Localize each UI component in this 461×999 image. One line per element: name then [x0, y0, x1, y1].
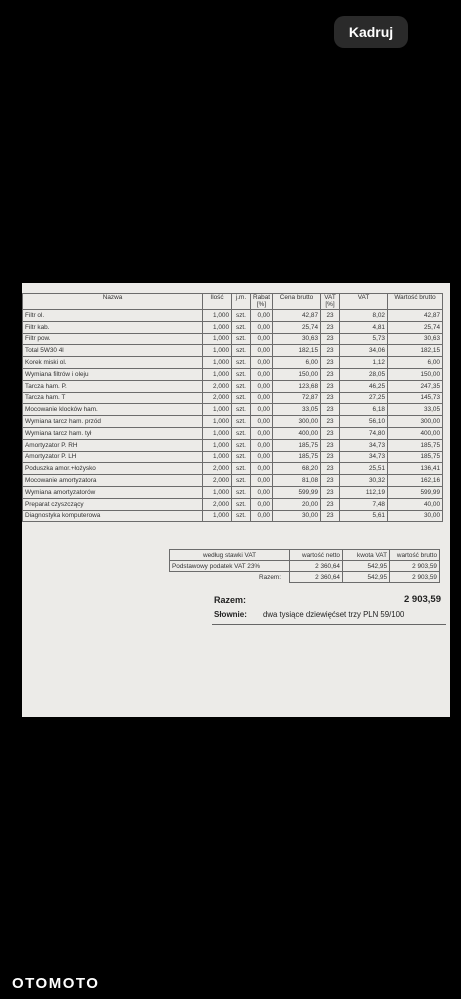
table-row [23, 368, 443, 380]
vat-summary-table [169, 549, 440, 583]
item-name: Poduszka amor.+łożysko [23, 463, 203, 475]
item-vat: 5,61 [340, 510, 388, 522]
item-name: Mocowanie klocków ham. [23, 404, 203, 416]
item-name: Wymiana tarcz ham. tył [23, 427, 203, 439]
item-vat-rate: 23 [321, 333, 340, 345]
item-vat-rate: 23 [321, 404, 340, 416]
item-discount: 0,00 [251, 427, 273, 439]
item-vat-rate: 23 [321, 321, 340, 333]
item-gross: 30,63 [388, 333, 443, 345]
item-vat: 34,06 [340, 345, 388, 357]
vat-column-header: wartość netto [290, 550, 343, 561]
table-row [23, 333, 443, 345]
item-gross: 136,41 [388, 463, 443, 475]
item-unit: szt. [232, 310, 251, 322]
item-vat: 25,51 [340, 463, 388, 475]
item-quantity: 1,000 [203, 451, 232, 463]
item-discount: 0,00 [251, 310, 273, 322]
table-row [23, 475, 443, 487]
item-gross: 247,35 [388, 380, 443, 392]
item-vat-rate: 23 [321, 486, 340, 498]
item-price: 123,68 [273, 380, 321, 392]
vat-total-label: Razem: [258, 573, 281, 581]
item-unit: szt. [232, 357, 251, 369]
table-row [23, 345, 443, 357]
item-unit: szt. [232, 368, 251, 380]
item-vat-rate: 23 [321, 368, 340, 380]
item-price: 42,87 [273, 310, 321, 322]
item-vat: 30,32 [340, 475, 388, 487]
item-gross: 145,73 [388, 392, 443, 404]
column-header: Cena brutto [273, 294, 321, 310]
table-row [23, 380, 443, 392]
item-discount: 0,00 [251, 475, 273, 487]
item-name: Tarcza ham. T [23, 392, 203, 404]
item-discount: 0,00 [251, 451, 273, 463]
vat-header-row [170, 550, 440, 561]
table-row [23, 416, 443, 428]
item-name: Filtr pow. [23, 333, 203, 345]
item-unit: szt. [232, 475, 251, 487]
item-vat-rate: 23 [321, 427, 340, 439]
item-price: 33,05 [273, 404, 321, 416]
item-quantity: 1,000 [203, 404, 232, 416]
item-discount: 0,00 [251, 463, 273, 475]
vat-total-row [170, 572, 440, 583]
item-gross: 30,00 [388, 510, 443, 522]
item-vat: 28,05 [340, 368, 388, 380]
item-vat-rate: 23 [321, 416, 340, 428]
column-header: VAT [%] [321, 294, 340, 310]
item-quantity: 1,000 [203, 439, 232, 451]
item-price: 25,74 [273, 321, 321, 333]
item-price: 68,20 [273, 463, 321, 475]
item-vat-rate: 23 [321, 380, 340, 392]
column-header: Rabat [%] [251, 294, 273, 310]
item-discount: 0,00 [251, 392, 273, 404]
item-quantity: 1,000 [203, 368, 232, 380]
item-unit: szt. [232, 498, 251, 510]
item-vat: 4,81 [340, 321, 388, 333]
item-vat-rate: 23 [321, 392, 340, 404]
item-vat: 34,73 [340, 439, 388, 451]
item-discount: 0,00 [251, 486, 273, 498]
item-name: Wymiana amortyzatorów [23, 486, 203, 498]
vat-column-header: według stawki VAT [170, 550, 290, 561]
vat-row [170, 561, 440, 572]
item-discount: 0,00 [251, 345, 273, 357]
item-unit: szt. [232, 404, 251, 416]
item-price: 300,00 [273, 416, 321, 428]
vat-net-value: 2 360,64 [290, 561, 343, 572]
item-quantity: 1,000 [203, 486, 232, 498]
item-gross: 40,00 [388, 498, 443, 510]
item-gross: 185,75 [388, 451, 443, 463]
column-header: j.m. [232, 294, 251, 310]
table-row [23, 439, 443, 451]
table-row [23, 321, 443, 333]
item-name: Mocowanie amortyzatora [23, 475, 203, 487]
column-header: VAT [340, 294, 388, 310]
item-vat: 112,19 [340, 486, 388, 498]
item-vat: 74,80 [340, 427, 388, 439]
invoice-document [22, 283, 450, 717]
table-row [23, 392, 443, 404]
item-quantity: 2,000 [203, 380, 232, 392]
column-header: Wartość brutto [388, 294, 443, 310]
invoice-photo [0, 283, 461, 717]
item-gross: 6,00 [388, 357, 443, 369]
item-gross: 182,15 [388, 345, 443, 357]
item-name: Wymiana filtrów i oleju [23, 368, 203, 380]
item-vat-rate: 23 [321, 357, 340, 369]
item-vat: 5,73 [340, 333, 388, 345]
item-vat-rate: 23 [321, 451, 340, 463]
item-vat: 56,10 [340, 416, 388, 428]
item-price: 599,99 [273, 486, 321, 498]
item-quantity: 1,000 [203, 310, 232, 322]
vat-column-header: wartość brutto [390, 550, 440, 561]
item-discount: 0,00 [251, 368, 273, 380]
item-vat-rate: 23 [321, 439, 340, 451]
item-price: 182,15 [273, 345, 321, 357]
item-unit: szt. [232, 380, 251, 392]
table-row [23, 404, 443, 416]
item-unit: szt. [232, 510, 251, 522]
item-name: Filtr kab. [23, 321, 203, 333]
item-discount: 0,00 [251, 439, 273, 451]
item-gross: 185,75 [388, 439, 443, 451]
amount-in-words-label: Słownie: [214, 610, 247, 619]
item-vat-rate: 23 [321, 498, 340, 510]
column-header: Nazwa [23, 294, 203, 310]
item-unit: szt. [232, 345, 251, 357]
item-discount: 0,00 [251, 321, 273, 333]
table-row [23, 310, 443, 322]
table-row [23, 510, 443, 522]
item-quantity: 1,000 [203, 357, 232, 369]
item-price: 185,75 [273, 439, 321, 451]
divider [212, 624, 446, 625]
item-quantity: 1,000 [203, 333, 232, 345]
item-gross: 400,00 [388, 427, 443, 439]
item-name: Diagnostyka komputerowa [23, 510, 203, 522]
item-price: 185,75 [273, 451, 321, 463]
item-vat-rate: 23 [321, 463, 340, 475]
total-value: 2 903,59 [404, 594, 441, 605]
item-unit: szt. [232, 439, 251, 451]
vat-total-net: 2 360,64 [290, 572, 343, 583]
vat-total-amount: 542,95 [343, 572, 390, 583]
vat-amount: 542,95 [343, 561, 390, 572]
item-quantity: 2,000 [203, 392, 232, 404]
item-name: Korek miski ol. [23, 357, 203, 369]
item-vat: 6,18 [340, 404, 388, 416]
item-price: 20,00 [273, 498, 321, 510]
item-vat: 1,12 [340, 357, 388, 369]
item-vat-rate: 23 [321, 475, 340, 487]
item-vat: 8,02 [340, 310, 388, 322]
item-quantity: 2,000 [203, 498, 232, 510]
item-price: 30,00 [273, 510, 321, 522]
item-price: 6,00 [273, 357, 321, 369]
item-price: 30,63 [273, 333, 321, 345]
item-vat: 7,48 [340, 498, 388, 510]
item-discount: 0,00 [251, 404, 273, 416]
item-discount: 0,00 [251, 498, 273, 510]
amount-in-words: dwa tysiące dziewięćset trzy PLN 59/100 [263, 610, 405, 619]
item-discount: 0,00 [251, 510, 273, 522]
item-unit: szt. [232, 416, 251, 428]
item-vat: 46,25 [340, 380, 388, 392]
item-quantity: 1,000 [203, 321, 232, 333]
item-name: Wymiana tarcz ham. przód [23, 416, 203, 428]
item-quantity: 1,000 [203, 510, 232, 522]
item-gross: 25,74 [388, 321, 443, 333]
item-vat: 27,25 [340, 392, 388, 404]
item-unit: szt. [232, 463, 251, 475]
item-name: Filtr ol. [23, 310, 203, 322]
item-unit: szt. [232, 392, 251, 404]
item-gross: 162,16 [388, 475, 443, 487]
table-row [23, 486, 443, 498]
table-row [23, 427, 443, 439]
item-gross: 42,87 [388, 310, 443, 322]
item-quantity: 1,000 [203, 345, 232, 357]
vat-total-gross: 2 903,59 [390, 572, 440, 583]
item-name: Total 5W30 4l [23, 345, 203, 357]
item-unit: szt. [232, 451, 251, 463]
item-discount: 0,00 [251, 380, 273, 392]
otomoto-logo: OTOMOTO [12, 975, 100, 992]
item-discount: 0,00 [251, 357, 273, 369]
item-discount: 0,00 [251, 416, 273, 428]
item-name: Preparat czyszczący [23, 498, 203, 510]
item-vat-rate: 23 [321, 510, 340, 522]
item-price: 400,00 [273, 427, 321, 439]
item-discount: 0,00 [251, 333, 273, 345]
item-name: Tarcza ham. P. [23, 380, 203, 392]
crop-button[interactable]: Kadruj [334, 16, 408, 48]
column-header: Ilość [203, 294, 232, 310]
item-quantity: 2,000 [203, 463, 232, 475]
vat-column-header: kwota VAT [343, 550, 390, 561]
item-gross: 150,00 [388, 368, 443, 380]
item-price: 81,08 [273, 475, 321, 487]
item-unit: szt. [232, 333, 251, 345]
item-unit: szt. [232, 321, 251, 333]
table-row [23, 463, 443, 475]
item-quantity: 2,000 [203, 475, 232, 487]
item-quantity: 1,000 [203, 427, 232, 439]
item-name: Amortyzator P. RH [23, 439, 203, 451]
table-row [23, 498, 443, 510]
item-name: Amortyzator P. LH [23, 451, 203, 463]
item-unit: szt. [232, 427, 251, 439]
item-gross: 300,00 [388, 416, 443, 428]
item-vat-rate: 23 [321, 345, 340, 357]
table-row [23, 357, 443, 369]
item-vat-rate: 23 [321, 310, 340, 322]
item-unit: szt. [232, 486, 251, 498]
vat-rate-label: Podstawowy podatek VAT 23% [170, 561, 290, 572]
invoice-items-table [22, 293, 443, 522]
item-price: 150,00 [273, 368, 321, 380]
item-vat: 34,73 [340, 451, 388, 463]
total-label: Razem: [214, 595, 247, 605]
table-row [23, 451, 443, 463]
item-price: 72,87 [273, 392, 321, 404]
item-gross: 33,05 [388, 404, 443, 416]
item-quantity: 1,000 [203, 416, 232, 428]
item-gross: 599,99 [388, 486, 443, 498]
table-header-row [23, 294, 443, 310]
vat-gross-value: 2 903,59 [390, 561, 440, 572]
